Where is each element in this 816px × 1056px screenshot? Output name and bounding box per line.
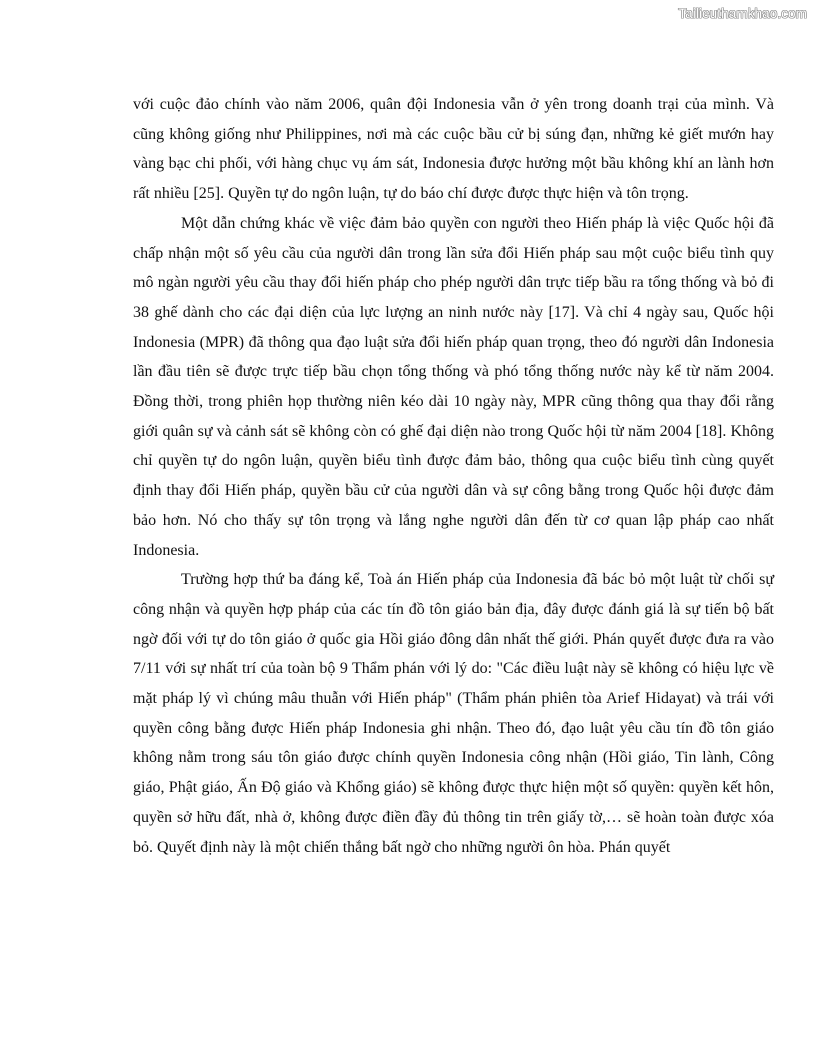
paragraph-1: với cuộc đảo chính vào năm 2006, quân đội Indonesia vẫn ở yên trong doanh trại của mình. Và cũng không giống như Philippines, nơi mà các cuộc bầu cử bị súng đạn, những kẻ giết mướn hay vàng bạc chi phối, với hàng chục vụ ám sát, Indonesia được hưởng một bầu không khí an lành hơn rất nhiều [25]. Quyền tự do ngôn luận, tự do báo chí được được thực hiện và tôn trọng. [133,96,774,203]
document-page [133,90,774,862]
paragraph-3: Trường hợp thứ ba đáng kể, Toà án Hiến pháp của Indonesia đã bác bỏ một luật từ chối sự công nhận và quyền hợp pháp của các tín đồ tôn giáo bản địa, đây được đánh giá là sự tiến bộ bất ngờ đối với tự do tôn giáo ở quốc gia Hồi giáo đông dân nhất thế giới. Phán quyết được đưa ra vào 7/11 với sự nhất trí của toàn bộ 9 Thẩm phán với lý do: "Các điều luật này sẽ không có hiệu lực về mặt pháp lý vì chúng mâu thuẫn với Hiến pháp" (Thẩm phán phiên tòa Arief Hidayat) và trái với quyền công bằng được Hiến pháp Indonesia ghi nhận. Theo đó, đạo luật yêu cầu tín đồ tôn giáo không nằm trong sáu tôn giáo được chính quyền Indonesia công nhận (Hồi giáo, Tin lành, Công giáo, Phật giáo, Ấn Độ giáo và Khổng giáo) sẽ không được thực hiện một số quyền: quyền kết hôn, quyền sở hữu đất, nhà ở, không được điền đầy đủ thông tin trên giấy tờ,… sẽ hoàn toàn được xóa bỏ. Quyết định này là một chiến thắng bất ngờ cho những người ôn hòa. Phán quyết [133,571,774,856]
watermark-text: Tailieuthamkhao.com [678,6,807,21]
paragraph-2: Một dẫn chứng khác về việc đảm bảo quyền con người theo Hiến pháp là việc Quốc hội đã chấp nhận một số yêu cầu của người dân trong lần sửa đổi Hiến pháp sau một cuộc biểu tình quy mô ngàn người yêu cầu thay đổi hiến pháp cho phép người dân trực tiếp bầu ra tổng thống và bỏ đi 38 ghế dành cho các đại diện của lực lượng an ninh nước này [17]. Và chỉ 4 ngày sau, Quốc hội Indonesia (MPR) đã thông qua đạo luật sửa đổi hiến pháp quan trọng, theo đó người dân Indonesia lần đầu tiên sẽ được trực tiếp bầu chọn tổng thống và phó tổng thống nước này kể từ năm 2004. Đồng thời, trong phiên họp thường niên kéo dài 10 ngày này, MPR cũng thông qua thay đổi rằng giới quân sự và cảnh sát sẽ không còn có ghế đại diện nào trong Quốc hội từ năm 2004 [18]. Không chỉ quyền tự do ngôn luận, quyền biểu tình được đảm bảo, thông qua cuộc biểu tình cùng quyết định thay đổi Hiến pháp, quyền bầu cử của người dân và sự công bằng trong Quốc hội được đảm bảo hơn. Nó cho thấy sự tôn trọng và lắng nghe người dân đến từ cơ quan lập pháp cao nhất Indonesia. [133,214,774,559]
